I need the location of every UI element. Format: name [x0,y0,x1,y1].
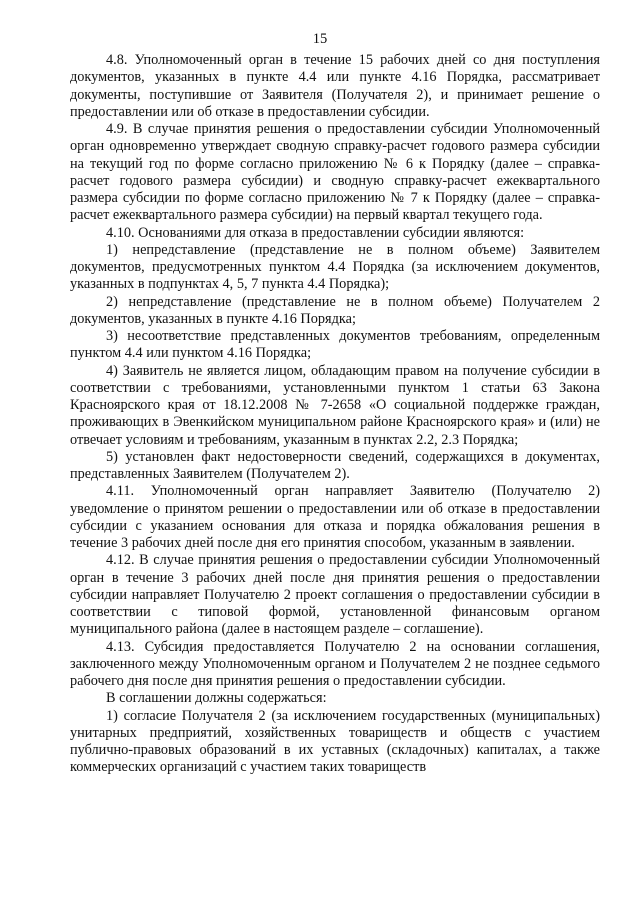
paragraph-4-10: 4.10. Основаниями для отказа в предоставлении субсидии являются: [106,224,525,241]
paragraph-4-12: 4.12. В случае принятия решения о предоставлении субсидии Уполномоченный орган в течение 3 рабочих дней после дня принятия решения о предоставлении субсидии направляет Получателю 2 проект соглашения о предоставлении субсидии в соответствии с типовой формой, установленной финансовым органом муниципального района (далее в настоящем разделе – соглашение). [70,552,600,638]
document-body [70,52,600,777]
paragraph-4-8: 4.8. Уполномоченный орган в течение 15 рабочих дней со дня поступления документов, указанных в пункте 4.4 или пункте 4.16 Порядка, рассматривает документы, поступившие от Заявителя (Получателя 2), и принимает решение о предоставлении или об отказе в предоставлении субсидии. [70,52,600,120]
refusal-reason-5: 5) установлен факт недостоверности сведений, содержащихся в документах, представленных Заявителем (Получателем 2). [70,448,600,482]
refusal-reason-3: 3) несоответствие представленных документов требованиям, определенным пунктом 4.4 или пунктом 4.16 Порядка; [70,328,600,362]
paragraph-4-11: 4.11. Уполномоченный орган направляет Заявителю (Получателю 2) уведомление о принятом решении о предоставлении или об отказе в предоставлении субсидии с указанием основания для отказа и порядка обжалования решения в течение 3 рабочих дней после дня его принятия способом, указанным в заявлении. [70,483,600,551]
paragraph-4-9: 4.9. В случае принятия решения о предоставлении субсидии Уполномоченный орган одновременно утверждает сводную справку-расчет годового размера субсидии на текущий год по форме согласно приложению № 6 к Порядку (далее – справка-расчет годового размера субсидии) и сводную справку-расчет ежеквартального размера субсидии по форме согласно приложению № 7 к Порядку (далее – справка-расчет ежеквартального размера субсидии) на первый квартал текущего года. [70,121,600,224]
agreement-condition-1: 1) согласие Получателя 2 (за исключением государственных (муниципальных) унитарных предприятий, хозяйственных товариществ и обществ с участием публично-правовых образований в их уставных (складочных) капиталах, а также коммерческих организаций с участием таких товариществ [70,707,600,776]
page-number: 15 [312,31,328,47]
paragraph-4-13: 4.13. Субсидия предоставляется Получателю 2 на основании соглашения, заключенного между Уполномоченным органом и Получателем 2 не позднее седьмого рабочего дня после дня принятия решения о предоставлении субсидии. [70,638,600,689]
agreement-contents-heading: В соглашении должны содержаться: [106,690,327,707]
refusal-reason-1: 1) непредставление (представление не в полном объеме) Заявителем документов, предусмотренных пунктом 4.4 Порядка (за исключением документов, указанных в подпунктах 4, 5, 7 пункта 4.4 Порядка); [70,241,600,293]
refusal-reason-4: 4) Заявитель не является лицом, обладающим правом на получение субсидии в соответствии с требованиями, установленными пунктом 1 статьи 63 Закона Красноярского края от 18.12.2008 № 7-2658 «О социальной поддержке граждан, проживающих в Эвенкийском муниципальном районе Красноярского края» и (или) не отвечает условиям и требованиям, указанным в пунктах 2.2, 2.3 Порядка; [70,362,600,448]
refusal-reason-2: 2) непредставление (представление не в полном объеме) Получателем 2 документов, указанных в пункте 4.16 Порядка; [70,293,600,327]
